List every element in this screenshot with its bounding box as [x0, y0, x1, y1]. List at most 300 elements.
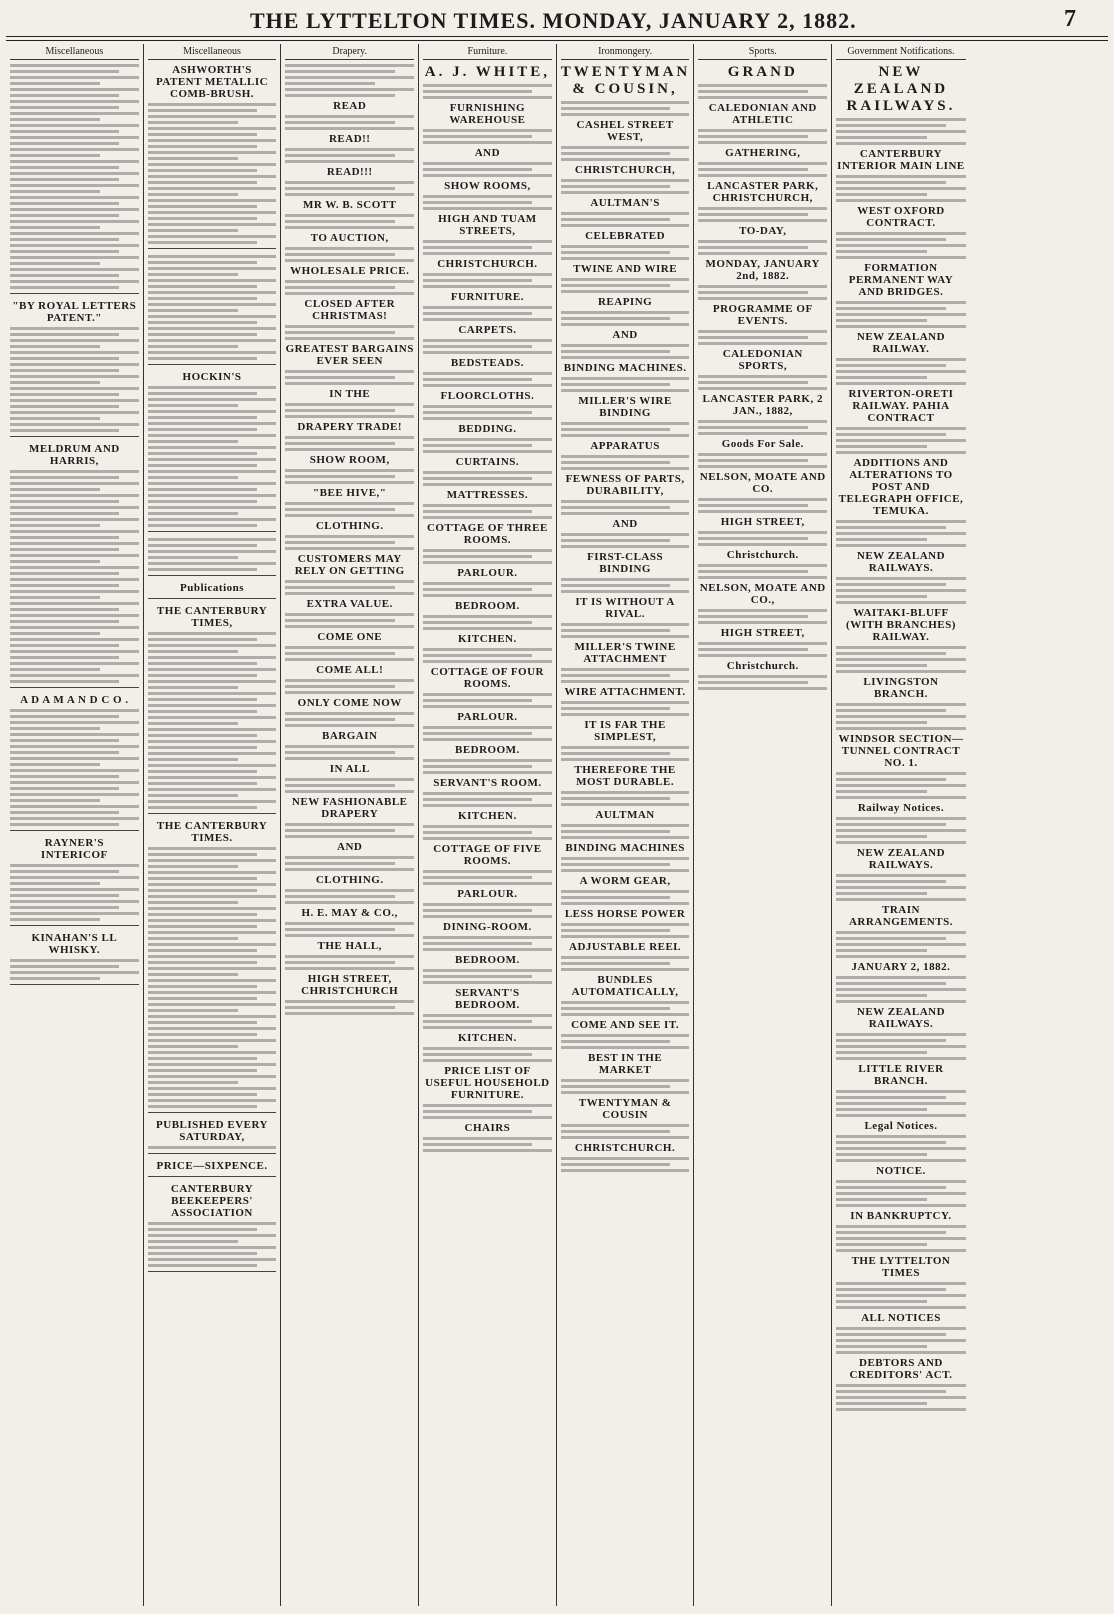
- text-line: [148, 686, 238, 689]
- text-line: [561, 1046, 690, 1049]
- text-line: [836, 1033, 966, 1036]
- text-line: [836, 937, 946, 940]
- text-line: [148, 1045, 238, 1048]
- display-line: BINDING MACHINES.: [563, 362, 687, 374]
- body-text: [285, 922, 414, 937]
- text-line: [148, 506, 277, 509]
- text-line: [423, 876, 532, 879]
- body-text: [423, 825, 552, 840]
- text-line: [148, 285, 257, 288]
- text-line: [561, 377, 690, 380]
- body-text: [836, 1282, 966, 1309]
- body-text: [423, 726, 552, 741]
- text-line: [836, 955, 966, 958]
- text-line: [423, 915, 552, 918]
- ad-separator: [148, 575, 277, 576]
- ad-headline: PRICE—SIXPENCE.: [156, 1160, 268, 1172]
- text-line: [561, 383, 670, 386]
- body-text: [423, 84, 552, 99]
- text-line: [148, 734, 257, 737]
- text-line: [148, 1264, 257, 1267]
- body-text: [561, 668, 690, 683]
- text-line: [285, 154, 394, 157]
- text-line: [836, 232, 966, 235]
- text-line: [148, 303, 277, 306]
- text-line: [836, 790, 927, 793]
- text-line: [561, 902, 690, 905]
- text-line: [10, 172, 139, 175]
- text-line: [10, 578, 139, 581]
- text-line: [285, 784, 394, 787]
- body-text: [423, 693, 552, 708]
- display-line: SERVANT'S BEDROOM.: [455, 987, 520, 1011]
- text-line: [148, 500, 257, 503]
- text-line: [836, 1159, 966, 1162]
- display-line: AND: [474, 147, 501, 159]
- body-text: [285, 580, 414, 595]
- text-line: [285, 193, 414, 196]
- text-line: [836, 244, 966, 247]
- display-line: NOTICE.: [876, 1165, 926, 1177]
- text-line: [561, 836, 690, 839]
- text-line: [836, 1231, 946, 1234]
- text-line: [148, 261, 257, 264]
- text-line: [10, 620, 119, 623]
- text-line: [148, 668, 277, 671]
- text-line: [148, 692, 277, 695]
- text-line: [148, 538, 277, 541]
- text-line: [148, 770, 257, 773]
- display-line: CELEBRATED: [585, 230, 666, 242]
- text-line: [561, 1124, 690, 1127]
- body-text: [423, 162, 552, 177]
- text-line: [10, 369, 119, 372]
- display-line: MATTRESSES.: [446, 489, 529, 501]
- text-line: [423, 981, 552, 984]
- text-line: [423, 738, 552, 741]
- text-line: [148, 871, 277, 874]
- text-line: [148, 109, 257, 112]
- text-line: [285, 88, 414, 91]
- body-text: [561, 857, 690, 872]
- advertisement: [148, 1160, 277, 1177]
- text-line: [836, 1306, 966, 1309]
- text-line: [423, 1020, 532, 1023]
- body-text: [836, 1225, 966, 1252]
- text-line: [285, 382, 414, 385]
- body-text: [698, 453, 827, 468]
- text-line: [698, 342, 827, 345]
- text-line: [10, 614, 139, 617]
- text-line: [561, 428, 670, 431]
- text-line: [10, 256, 139, 259]
- text-line: [285, 934, 414, 937]
- ad-separator: [148, 1153, 277, 1154]
- text-line: [285, 370, 414, 373]
- text-line: [10, 148, 139, 151]
- text-line: [836, 589, 966, 592]
- display-line: LANCASTER PARK, CHRISTCHURCH,: [707, 180, 819, 204]
- text-line: [423, 1059, 552, 1062]
- ad-headline: KINAHAN'S LL WHISKY.: [31, 932, 118, 956]
- text-line: [836, 1135, 966, 1138]
- text-line: [148, 1015, 277, 1018]
- text-line: [148, 279, 277, 282]
- text-line: [836, 577, 966, 580]
- text-line: [148, 788, 277, 791]
- text-line: [561, 707, 670, 710]
- text-line: [148, 273, 238, 276]
- text-line: [10, 214, 119, 217]
- display-line: BUNDLES AUTOMATICALLY,: [571, 974, 679, 998]
- text-line: [148, 1069, 257, 1072]
- text-line: [698, 375, 827, 378]
- text-line: [10, 226, 100, 229]
- column-heading: Sports.: [698, 46, 827, 60]
- advertisement: [148, 371, 277, 532]
- text-line: [285, 658, 414, 661]
- text-line: [10, 494, 139, 497]
- text-line: [561, 461, 670, 464]
- text-line: [423, 372, 552, 375]
- text-line: [423, 825, 552, 828]
- text-line: [561, 746, 690, 749]
- text-line: [423, 444, 532, 447]
- text-line: [10, 196, 139, 199]
- body-text: [561, 311, 690, 326]
- text-line: [10, 280, 139, 283]
- text-line: [148, 392, 257, 395]
- text-line: [836, 709, 946, 712]
- advertisement: [10, 64, 139, 294]
- text-line: [148, 434, 277, 437]
- body-text: [836, 1090, 966, 1117]
- text-line: [836, 1192, 966, 1195]
- text-line: [836, 451, 966, 454]
- text-line: [148, 568, 257, 571]
- advertisement: [148, 820, 277, 1113]
- ad-headline: CANTERBURY BEEKEEPERS' ASSOCIATION: [170, 1183, 254, 1219]
- display-line: MONDAY, JANUARY 2nd, 1882.: [705, 258, 821, 282]
- text-line: [10, 650, 139, 653]
- text-line: [10, 572, 119, 575]
- text-line: [10, 178, 119, 181]
- text-line: [561, 290, 690, 293]
- text-line: [148, 351, 277, 354]
- column-heading: Government Notifications.: [836, 46, 966, 60]
- text-line: [148, 327, 277, 330]
- body-text: [561, 278, 690, 293]
- display-line: CHRISTCHURCH.: [437, 258, 538, 270]
- text-line: [285, 823, 414, 826]
- text-line: [836, 544, 966, 547]
- text-line: [836, 433, 946, 436]
- text-line: [10, 715, 119, 718]
- body-text: [561, 890, 690, 905]
- ad-separator: [10, 687, 139, 688]
- text-line: [148, 211, 277, 214]
- text-line: [836, 187, 966, 190]
- text-line: [285, 247, 414, 250]
- text-line: [10, 166, 119, 169]
- text-line: [10, 250, 119, 253]
- text-line: [285, 337, 414, 340]
- text-line: [10, 656, 119, 659]
- text-line: [285, 757, 414, 760]
- body-text: [561, 923, 690, 938]
- text-line: [423, 660, 552, 663]
- column-furniture: [419, 44, 557, 1606]
- text-line: [10, 333, 119, 336]
- text-line: [423, 318, 552, 321]
- text-line: [10, 506, 139, 509]
- text-line: [698, 330, 827, 333]
- advertisement: [148, 255, 277, 365]
- text-line: [148, 853, 257, 856]
- text-line: [836, 595, 927, 598]
- columns: [6, 44, 1108, 1606]
- text-line: [698, 675, 827, 678]
- text-line: [836, 1153, 927, 1156]
- text-line: [836, 1384, 966, 1387]
- text-line: [10, 530, 139, 533]
- text-line: [285, 220, 394, 223]
- body-text: [285, 115, 414, 130]
- text-line: [10, 769, 139, 772]
- text-line: [148, 512, 238, 515]
- text-line: [10, 709, 139, 712]
- text-line: [285, 535, 414, 538]
- text-line: [698, 252, 827, 255]
- text-line: [285, 82, 375, 85]
- text-line: [10, 584, 119, 587]
- body-text: [836, 1033, 966, 1060]
- text-line: [10, 429, 119, 432]
- text-line: [10, 721, 139, 724]
- ad-headline: PUBLISHED EVERY SATURDAY,: [156, 1119, 268, 1143]
- text-line: [836, 898, 966, 901]
- text-line: [285, 835, 414, 838]
- text-line: [836, 1090, 966, 1093]
- text-line: [698, 141, 827, 144]
- display-line: DINING-ROOM.: [443, 921, 532, 933]
- display-line: AND: [612, 518, 638, 530]
- text-line: [285, 1000, 414, 1003]
- text-line: [561, 674, 670, 677]
- display-line: BEDDING.: [458, 423, 517, 435]
- text-line: [836, 325, 966, 328]
- text-line: [10, 608, 119, 611]
- text-line: [836, 307, 946, 310]
- text-line: [148, 470, 277, 473]
- text-line: [285, 214, 414, 217]
- text-line: [10, 775, 119, 778]
- text-line: [698, 213, 807, 216]
- body-text: [423, 1104, 552, 1119]
- text-line: [698, 381, 807, 384]
- text-line: [423, 588, 532, 591]
- display-line: CLOSED AFTER CHRISTMAS!: [304, 298, 396, 322]
- text-line: [285, 712, 414, 715]
- text-line: [10, 118, 100, 121]
- text-line: [285, 541, 394, 544]
- text-line: [698, 504, 807, 507]
- text-line: [285, 889, 414, 892]
- body-text: [285, 535, 414, 550]
- text-line: [423, 693, 552, 696]
- text-line: [836, 646, 966, 649]
- text-line: [148, 758, 238, 761]
- body-text: [423, 549, 552, 564]
- text-line: [148, 398, 277, 401]
- text-line: [423, 312, 532, 315]
- text-line: [561, 758, 690, 761]
- text-line: [10, 286, 119, 289]
- text-line: [423, 561, 552, 564]
- body-text: [698, 162, 827, 177]
- body-text: [423, 504, 552, 519]
- text-line: [423, 804, 552, 807]
- text-line: [10, 787, 119, 790]
- display-line: MILLER'S WIRE BINDING: [578, 395, 672, 419]
- display-line: CARPETS.: [458, 324, 517, 336]
- text-line: [698, 498, 827, 501]
- text-line: [561, 1079, 690, 1082]
- body-text: [423, 792, 552, 807]
- text-line: [698, 420, 827, 423]
- display-line: MR W. B. SCOTT: [302, 199, 397, 211]
- text-line: [836, 1282, 966, 1285]
- text-line: [285, 679, 414, 682]
- text-line: [10, 793, 139, 796]
- text-line: [423, 1026, 552, 1029]
- display-line: SHOW ROOMS,: [444, 180, 531, 192]
- text-line: [148, 877, 257, 880]
- display-line: NEW FASHIONABLE DRAPERY: [291, 796, 408, 820]
- text-line: [836, 1096, 946, 1099]
- body-text: [423, 615, 552, 630]
- text-line: [10, 560, 100, 563]
- text-line: [148, 205, 257, 208]
- text-line: [148, 404, 238, 407]
- text-line: [561, 791, 690, 794]
- text-line: [148, 255, 277, 258]
- display-line: FIRST-CLASS BINDING: [587, 551, 664, 575]
- text-line: [561, 344, 690, 347]
- display-line: IN THE: [329, 388, 371, 400]
- body-text: [561, 1001, 690, 1016]
- text-line: [423, 450, 552, 453]
- display-line: THEREFORE THE MOST DURABLE.: [574, 764, 676, 788]
- body-text: [423, 240, 552, 255]
- text-line: [148, 907, 277, 910]
- text-line: [561, 890, 690, 893]
- text-line: [285, 547, 414, 550]
- text-line: [836, 658, 966, 661]
- body-text: [423, 936, 552, 951]
- text-line: [148, 297, 257, 300]
- text-line: [148, 650, 238, 653]
- body-text: [285, 778, 414, 793]
- text-line: [836, 1039, 946, 1042]
- body-text: [561, 578, 690, 593]
- text-line: [423, 141, 552, 144]
- display-line: PARLOUR.: [457, 711, 518, 723]
- text-line: [285, 160, 414, 163]
- text-line: [836, 772, 966, 775]
- advertisement: [10, 443, 139, 688]
- text-line: [561, 317, 670, 320]
- display-line: CANTERBURY INTERIOR MAIN LINE: [837, 148, 965, 172]
- text-line: [836, 439, 966, 442]
- display-line: CASHEL STREET WEST,: [576, 119, 674, 143]
- text-line: [148, 1027, 277, 1030]
- text-line: [148, 151, 277, 154]
- display-line: FURNISHING WAREHOUSE: [449, 102, 526, 126]
- display-line: READ: [333, 100, 367, 112]
- text-line: [10, 327, 139, 330]
- display-line: IT IS WITHOUT A RIVAL.: [575, 596, 675, 620]
- body-text: [561, 101, 690, 116]
- text-line: [10, 232, 139, 235]
- text-line: [148, 476, 238, 479]
- display-line: Goods For Sale.: [721, 438, 804, 450]
- text-line: [148, 644, 277, 647]
- text-line: [148, 157, 238, 160]
- display-line: FEWNESS OF PARTS, DURABILITY,: [565, 473, 685, 497]
- display-line: THE HALL,: [317, 940, 382, 952]
- text-line: [836, 532, 966, 535]
- text-line: [148, 524, 257, 527]
- text-line: [148, 1087, 277, 1090]
- text-line: [836, 1351, 966, 1354]
- body-text: [836, 358, 966, 385]
- text-line: [285, 121, 394, 124]
- body-text: [423, 273, 552, 288]
- text-line: [698, 240, 827, 243]
- text-line: [561, 389, 690, 392]
- text-line: [423, 627, 552, 630]
- text-line: [423, 942, 532, 945]
- body-text: [561, 422, 690, 437]
- text-line: [836, 583, 946, 586]
- text-line: [698, 162, 827, 165]
- text-line: [836, 1237, 966, 1240]
- text-line: [148, 991, 277, 994]
- text-line: [561, 797, 670, 800]
- display-line: COTTAGE OF FIVE ROOMS.: [433, 843, 542, 867]
- ad-headline: RAYNER'S INTERICOF: [40, 837, 108, 861]
- text-line: [285, 286, 394, 289]
- ad-separator: [10, 925, 139, 926]
- body-text: [836, 874, 966, 901]
- text-line: [285, 1012, 414, 1015]
- text-line: [148, 241, 257, 244]
- body-text: [698, 420, 827, 435]
- text-line: [423, 246, 532, 249]
- text-line: [561, 1091, 690, 1094]
- display-line: DEBTORS AND CREDITORS' ACT.: [849, 1357, 953, 1381]
- text-line: [285, 436, 414, 439]
- text-line: [148, 680, 277, 683]
- text-line: [423, 903, 552, 906]
- text-line: [10, 262, 100, 265]
- text-line: [10, 393, 119, 396]
- text-line: [148, 632, 277, 635]
- text-line: [561, 1157, 690, 1160]
- column-miscellaneous-2: [144, 44, 282, 1606]
- body-text: [561, 146, 690, 161]
